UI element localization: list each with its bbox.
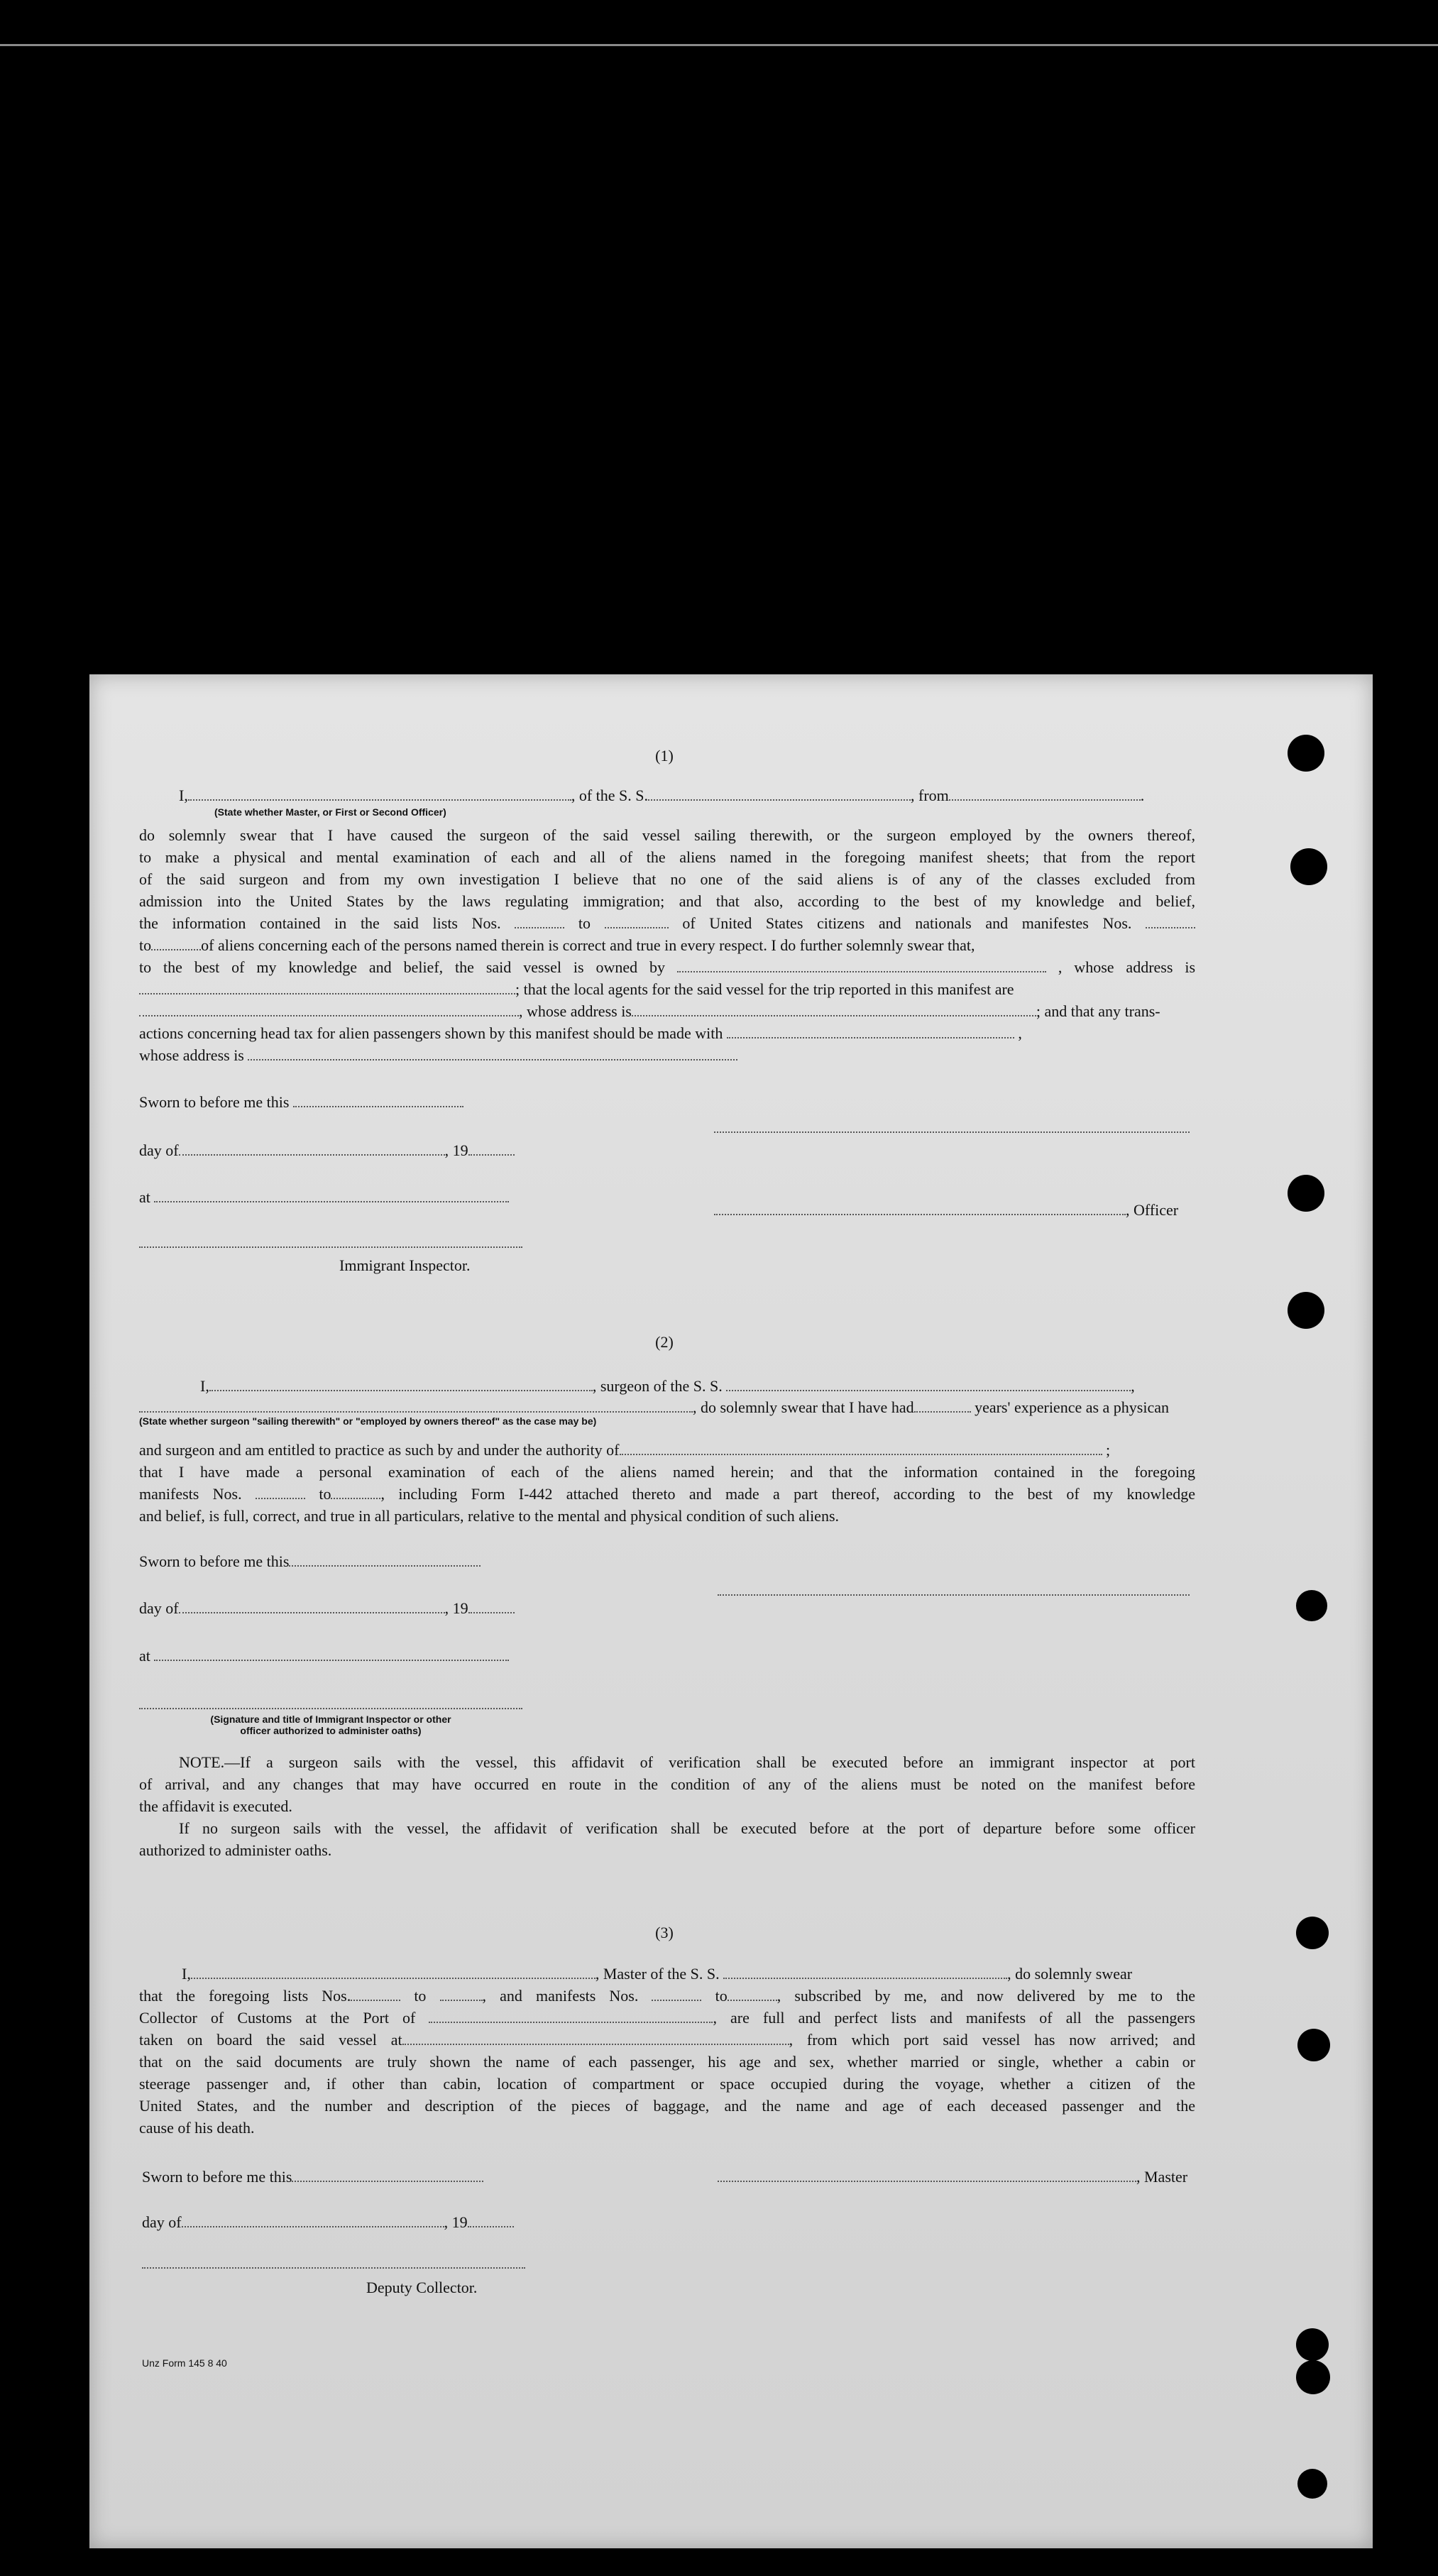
s2-signature-line [718,1582,1190,1600]
punch-hole [1288,735,1324,772]
s3-line-4: taken on board the said vessel at , from which port said vessel has now arrived; and [139,2031,1195,2049]
s3-line-1: I, , Master of the S. S. , do solemnly swear [182,1965,1133,1983]
section-3-number: (3) [655,1924,674,1941]
punch-hole [1296,1917,1329,1949]
s2-note-line: NOTE.—If a surgeon sails with the vessel, this affidavit of verification shall be executed before an immigrant inspector at port [179,1753,1195,1771]
s3-para-line: that on the said documents are truly shown the name of each passenger, his age and sex, whether married or single, whether a cabin or [139,2053,1195,2071]
s3-deputy-label: Deputy Collector. [366,2279,478,2296]
punch-hole [1290,848,1327,885]
section-2-number: (2) [655,1333,674,1351]
s2-note-line: of arrival, and any changes that may have occurred en route in the condition of any of the aliens must be noted on the manifest before [139,1775,1195,1793]
s1-signature-line [714,1119,1190,1137]
form-footer: Unz Form 145 8 40 [142,2357,227,2369]
s1-line-9: ; that the local agents for the said vessel for the trip reported in this manifest are [139,980,1195,999]
punch-hole [1288,1175,1324,1212]
manifest-affidavit-page [89,674,1373,2548]
s2-surgeon-note: (State whether surgeon "sailing therewith" or "employed by owners thereof" as the case may be) [139,1415,597,1427]
s3-para-line: United States, and the number and description of the pieces of baggage, and the name and age of each deceased passenger and the [139,2097,1195,2115]
s2-note-line: the affidavit is executed. [139,1797,292,1815]
s3-master-line: , Master [718,2168,1187,2186]
s1-at: at [139,1188,509,1207]
s3-line-3: Collector of Customs at the Port of , are full and perfect lists and manifests of all the passengers [139,2009,1195,2027]
s2-line-2: , do solemnly swear that I have had years' experience as a physican [139,1398,1169,1417]
punch-hole [1297,2029,1330,2061]
s1-officer-line: , Officer [714,1201,1178,1220]
s3-deputy-line [142,2254,525,2273]
s3-sworn: Sworn to before me this [142,2168,483,2186]
punch-hole [1297,2469,1327,2499]
s2-note-line: If no surgeon sails with the vessel, the affidavit of verification shall be executed before at the port of departure before some officer [179,1819,1195,1837]
s1-line-6: the information contained in the said lists Nos. to of United States citizens and nationals and manifestes Nos. [139,914,1195,933]
s2-line-6: and belief, is full, correct, and true in all particulars, relative to the mental and physical condition of such aliens. [139,1507,840,1525]
s2-line-5: manifests Nos. to , including Form I-442 attached thereto and made a part thereof, according to the best of my knowledge [139,1485,1196,1503]
s1-line-11: actions concerning head tax for alien passengers shown by this manifest should be made with , [139,1024,1022,1042]
s2-note-line: authorized to administer oaths. [139,1841,332,1859]
s2-day: day of , 19 [139,1599,515,1618]
s1-sworn: Sworn to before me this [139,1093,463,1112]
punch-hole [1288,1292,1324,1329]
s2-line-1: I, , surgeon of the S. S. , [200,1377,1135,1395]
s1-officer-note: (State whether Master, or First or Second Officer) [214,806,446,818]
s1-inspector-label: Immigrant Inspector. [339,1256,471,1274]
punch-hole [1296,2328,1329,2361]
s2-sworn: Sworn to before me this [139,1552,481,1571]
s1-inspector-line [139,1234,522,1252]
s1-para-line: of the said surgeon and from my own investigation I believe that no one of the said aliens is of any of the classes excluded from [139,870,1195,888]
s1-para-line: to make a physical and mental examination of each and all of the aliens named in the foregoing manifest sheets; that from the report [139,848,1195,866]
s2-at: at [139,1647,509,1665]
s2-line-4: that I have made a personal examination of each of the aliens named herein; and that the information contained in the foregoing [139,1463,1195,1481]
s3-day: day of , 19 [142,2213,514,2232]
punch-hole [1296,2360,1330,2394]
top-edge-line [0,44,1438,46]
s1-day: day of , 19 [139,1141,515,1160]
s3-line-2: that the foregoing lists Nos. to , and manifests Nos. to , subscribed by me, and now delivered by me to the [139,1987,1196,2005]
section-1-number: (1) [655,747,674,764]
s2-signature-note: (Signature and title of Immigrant Inspector or other officer authorized to administer oaths) [210,1714,451,1736]
s1-line-10: , whose address is ; and that any trans- [139,1002,1195,1021]
s1-line-12: whose address is [139,1046,737,1065]
s1-para-line: do solemnly swear that I have caused the surgeon of the said vessel sailing therewith, or the surgeon employed by the owners thereof, [139,826,1195,844]
punch-hole [1296,1590,1327,1621]
s1-line-1: I, , of the S. S. , from . [179,786,1145,804]
s1-para-line: admission into the United States by the laws regulating immigration; and that also, according to the best of my knowledge and belief, [139,892,1195,910]
s3-para-line: steerage passenger and, if other than cabin, location of compartment or space occupied during the voyage, whether a citizen of the [139,2075,1195,2093]
s2-line-3: and surgeon and am entitled to practice as such by and under the authority of ; [139,1441,1111,1459]
s1-line-8: to the best of my knowledge and belief, the said vessel is owned by , whose address is [139,958,1196,976]
s2-officer-line [139,1695,522,1714]
s1-line-7: to of aliens concerning each of the persons named therein is correct and true in every respect. I do further solemnly swear that, [139,936,975,954]
s3-line-8: cause of his death. [139,2119,255,2137]
